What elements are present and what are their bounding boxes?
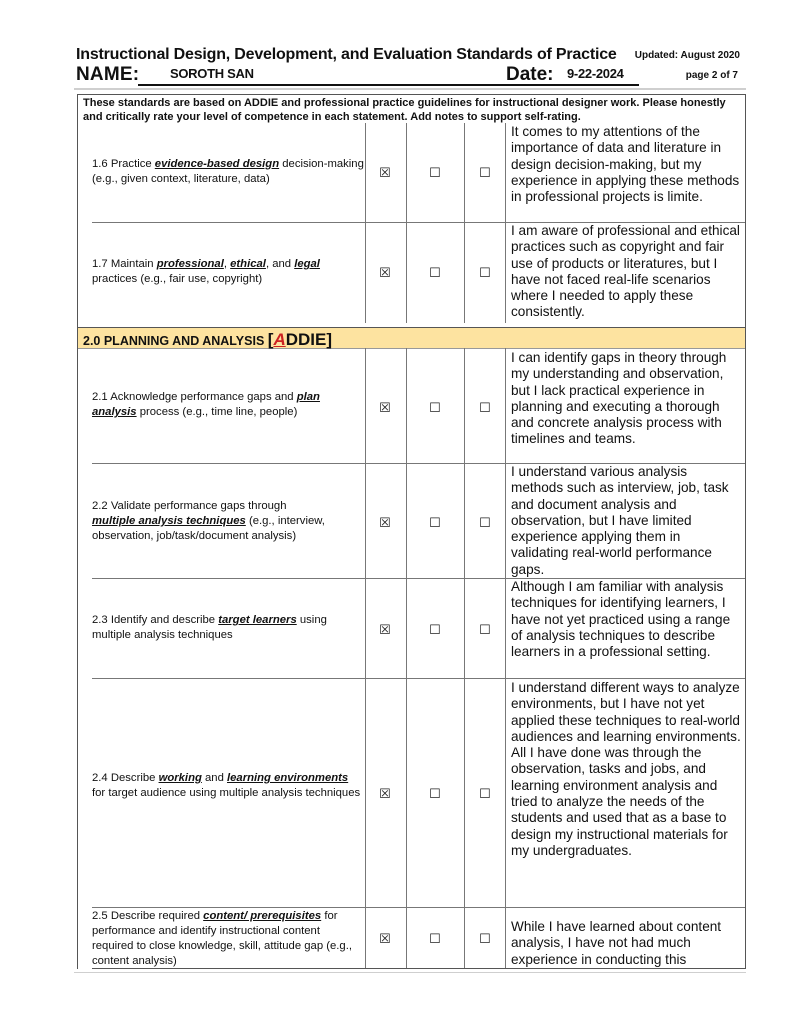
rating-checkbox-1[interactable]: ☒ — [379, 931, 391, 946]
name-label: NAME: — [76, 64, 140, 85]
statement-2-4: 2.4 Describe working and learning environments for target audience using multiple analysis techniques — [92, 772, 361, 799]
table-row-1-7 — [78, 223, 745, 323]
table-bottom-border — [92, 968, 745, 969]
statement-1-6: 1.6 Practice evidence-based design decision-making (e.g., given context, literature, data) — [92, 158, 364, 185]
rating-checkbox-1[interactable]: ☒ — [379, 265, 391, 280]
rating-checkbox-3[interactable]: ☐ — [479, 515, 491, 530]
note-2-5[interactable]: While I have learned about content analysis, I have not had much experience in conducting this — [511, 919, 722, 967]
table-row-2-1 — [78, 348, 745, 463]
rating-checkbox-2[interactable]: ☐ — [429, 265, 441, 280]
name-value: SOROTH SAN — [170, 66, 254, 81]
header-divider — [74, 88, 746, 90]
table-row-2-4 — [78, 679, 745, 907]
statement-2-3: 2.3 Identify and describe target learners using multiple analysis techniques — [92, 614, 327, 641]
updated-date: Updated: August 2020 — [634, 50, 740, 61]
rating-checkbox-1[interactable]: ☒ — [379, 400, 391, 415]
date-value: 9-22-2024 — [567, 66, 624, 81]
rating-checkbox-1[interactable]: ☒ — [379, 515, 391, 530]
rating-checkbox-3[interactable]: ☐ — [479, 931, 491, 946]
rating-checkbox-2[interactable]: ☐ — [429, 515, 441, 530]
rating-checkbox-2[interactable]: ☐ — [429, 622, 441, 637]
rating-checkbox-3[interactable]: ☐ — [479, 786, 491, 801]
rating-checkbox-1[interactable]: ☒ — [379, 622, 391, 637]
rating-checkbox-2[interactable]: ☐ — [429, 786, 441, 801]
document-title: Instructional Design, Development, and Evaluation Standards of Practice — [76, 46, 617, 63]
rating-checkbox-1[interactable]: ☒ — [379, 165, 391, 180]
note-2-1[interactable]: I can identify gaps in theory through my understanding and observation, but I lack practical experience in planning and executing a thorough and concrete analysis process with timelines and teams. — [511, 350, 727, 447]
statement-2-1: 2.1 Acknowledge performance gaps and plan analysis process (e.g., time line, people) — [92, 391, 320, 418]
table-row-2-3 — [78, 579, 745, 678]
date-field[interactable] — [561, 66, 639, 86]
rating-checkbox-2[interactable]: ☐ — [429, 400, 441, 415]
rating-checkbox-3[interactable]: ☐ — [479, 165, 491, 180]
note-2-3[interactable]: Although I am familiar with analysis techniques for identifying learners, I have not yet practiced using a range of analysis techniques to describe learners in a professional setting. — [511, 579, 731, 660]
rating-checkbox-2[interactable]: ☐ — [429, 165, 441, 180]
note-2-4[interactable]: I understand different ways to analyze environments, but I have not yet applied these techniques to real-world audiences and learning environments. All I have done was through the observation, tasks and jobs, and learning environment analysis and tried to analyze the needs of the students and used that as a base to design my instructional materials for my undergraduates. — [511, 680, 741, 858]
section-title: 2.0 PLANNING AND ANALYSIS [ADDIE] — [83, 330, 333, 349]
rating-checkbox-3[interactable]: ☐ — [479, 265, 491, 280]
section-header-planning-analysis — [78, 327, 745, 349]
note-1-7[interactable]: I am aware of professional and ethical practices such as copyright and fair use of products or literatures, but I have not faced real-life scenarios where I needed to apply these consistently. — [511, 223, 740, 320]
name-date-line — [76, 64, 746, 86]
rating-checkbox-1[interactable]: ☒ — [379, 786, 391, 801]
footer-divider — [74, 972, 746, 973]
note-1-6[interactable]: It comes to my attentions of the importance of data and literature in design decision-making, but my experience in applying these methods in professional projects is limite. — [511, 124, 740, 205]
standards-table — [77, 94, 746, 969]
note-2-2[interactable]: I understand various analysis methods such as interview, job, task and document analysis and observation, but I have limited experience applying them in validating real-world performance gaps. — [511, 464, 729, 577]
statement-1-7: 1.7 Maintain professional, ethical, and legal practices (e.g., fair use, copyright) — [92, 258, 320, 285]
instructions-text: These standards are based on ADDIE and professional practice guidelines for instructional designer work. Please honestly and critically rate your level of competence in each statement. Add notes to support self-rating. — [83, 97, 726, 123]
rating-checkbox-3[interactable]: ☐ — [479, 622, 491, 637]
title-line — [76, 46, 746, 66]
date-label: Date: — [506, 64, 554, 85]
page-number: page 2 of 7 — [685, 70, 738, 81]
addie-highlight: A — [273, 330, 286, 349]
rating-checkbox-3[interactable]: ☐ — [479, 400, 491, 415]
statement-2-2: 2.2 Validate performance gaps through multiple analysis techniques (e.g., interview, observation, job/task/document analysis) — [92, 500, 325, 542]
table-row-2-5 — [78, 908, 745, 969]
statement-2-5: 2.5 Describe required content/ prerequisites for performance and identify instructional content required to close knowledge, skill, attitude gap (e.g., content analysis) — [92, 910, 352, 967]
table-row-1-6 — [78, 123, 745, 222]
rating-checkbox-2[interactable]: ☐ — [429, 931, 441, 946]
table-row-2-2 — [78, 464, 745, 578]
